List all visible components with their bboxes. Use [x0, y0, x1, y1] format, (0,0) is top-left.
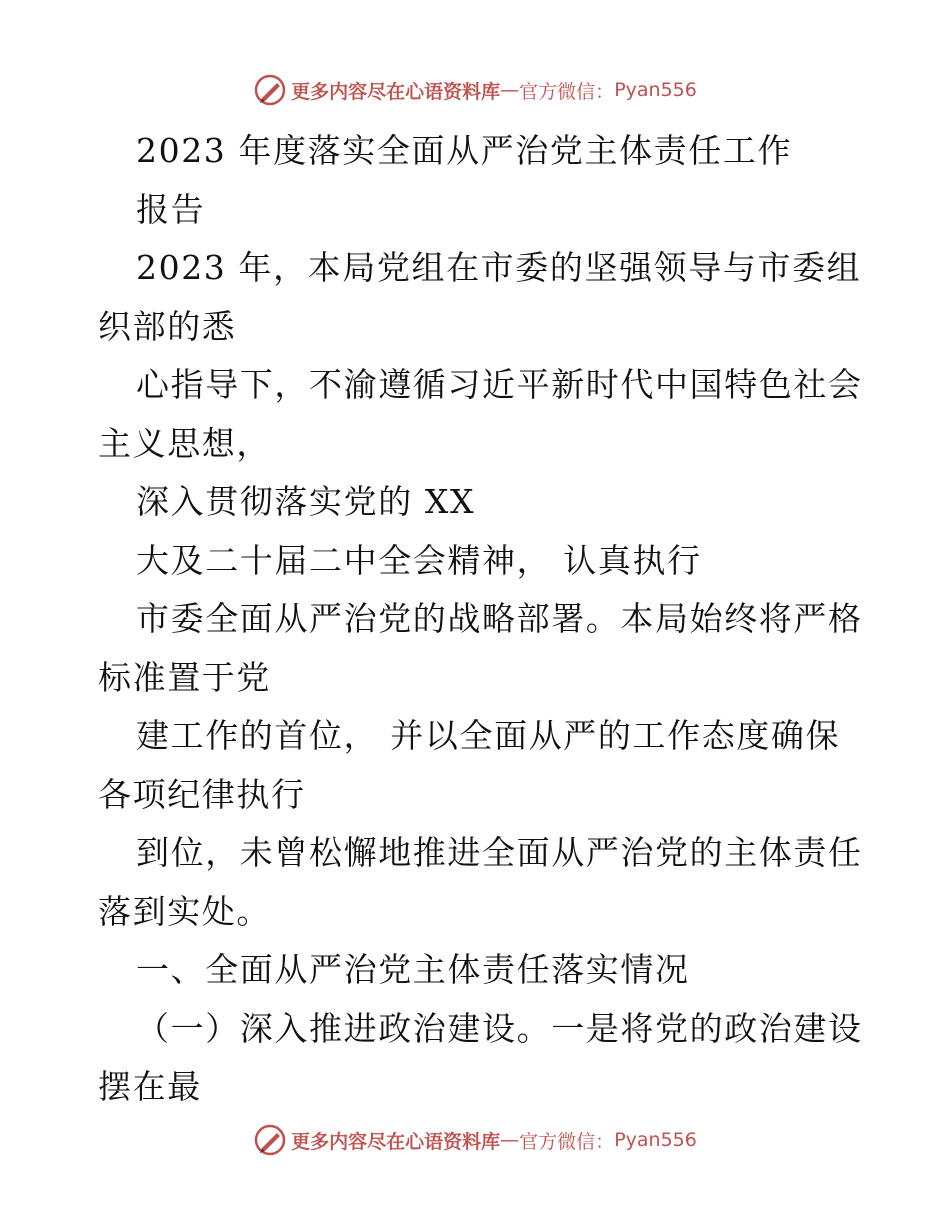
document-line: 织部的悉	[98, 306, 237, 346]
document-line: 主义思想，	[98, 423, 271, 463]
watermark-text: 更多内容尽在心语资料库	[291, 1130, 501, 1153]
watermark-account: Pyan556	[614, 79, 697, 101]
document-line: 标准置于党	[98, 657, 271, 697]
document-line: 市委全面从严治党的战略部署。本局始终将严格	[136, 599, 863, 638]
watermark-suffix: 官方微信：	[519, 80, 615, 103]
document-line: 建工作的首位， 并以全面从严的工作态度确保	[136, 716, 841, 755]
watermark-separator: —	[500, 1129, 520, 1151]
document-line: 报告	[136, 189, 206, 229]
watermark-separator: —	[500, 79, 520, 101]
pen-logo-icon	[253, 1123, 287, 1157]
document-line: 摆在最	[98, 1067, 202, 1106]
document-line: 到位，未曾松懈地推进全面从严治党的主体责任	[136, 833, 863, 872]
document-body	[98, 122, 863, 1117]
watermark-suffix: 官方微信：	[519, 1130, 615, 1153]
watermark-banner-top	[0, 70, 950, 110]
document-line: 2023 年，本局党组在市委的坚强领导与市委组	[136, 248, 862, 287]
document-line: 2023 年度落实全面从严治党主体责任工作	[136, 131, 793, 170]
watermark-account: Pyan556	[614, 1129, 697, 1151]
document-line: 深入贯彻落实党的 XX	[136, 482, 476, 521]
document-line: 各项纪律执行	[98, 774, 306, 814]
document-line: 心指导下，不渝遵循习近平新时代中国特色社会	[136, 365, 863, 404]
pen-logo-icon	[253, 73, 287, 107]
watermark-banner-bottom	[0, 1120, 950, 1160]
document-line: （一）深入推进政治建设。一是将党的政治建设	[136, 1008, 863, 1048]
document-line: 一、全面从严治党主体责任落实情况	[136, 950, 690, 989]
document-line: 落到实处。	[98, 891, 271, 931]
document-line: 大及二十届二中全会精神， 认真执行	[136, 540, 702, 580]
watermark-text: 更多内容尽在心语资料库	[291, 80, 501, 103]
